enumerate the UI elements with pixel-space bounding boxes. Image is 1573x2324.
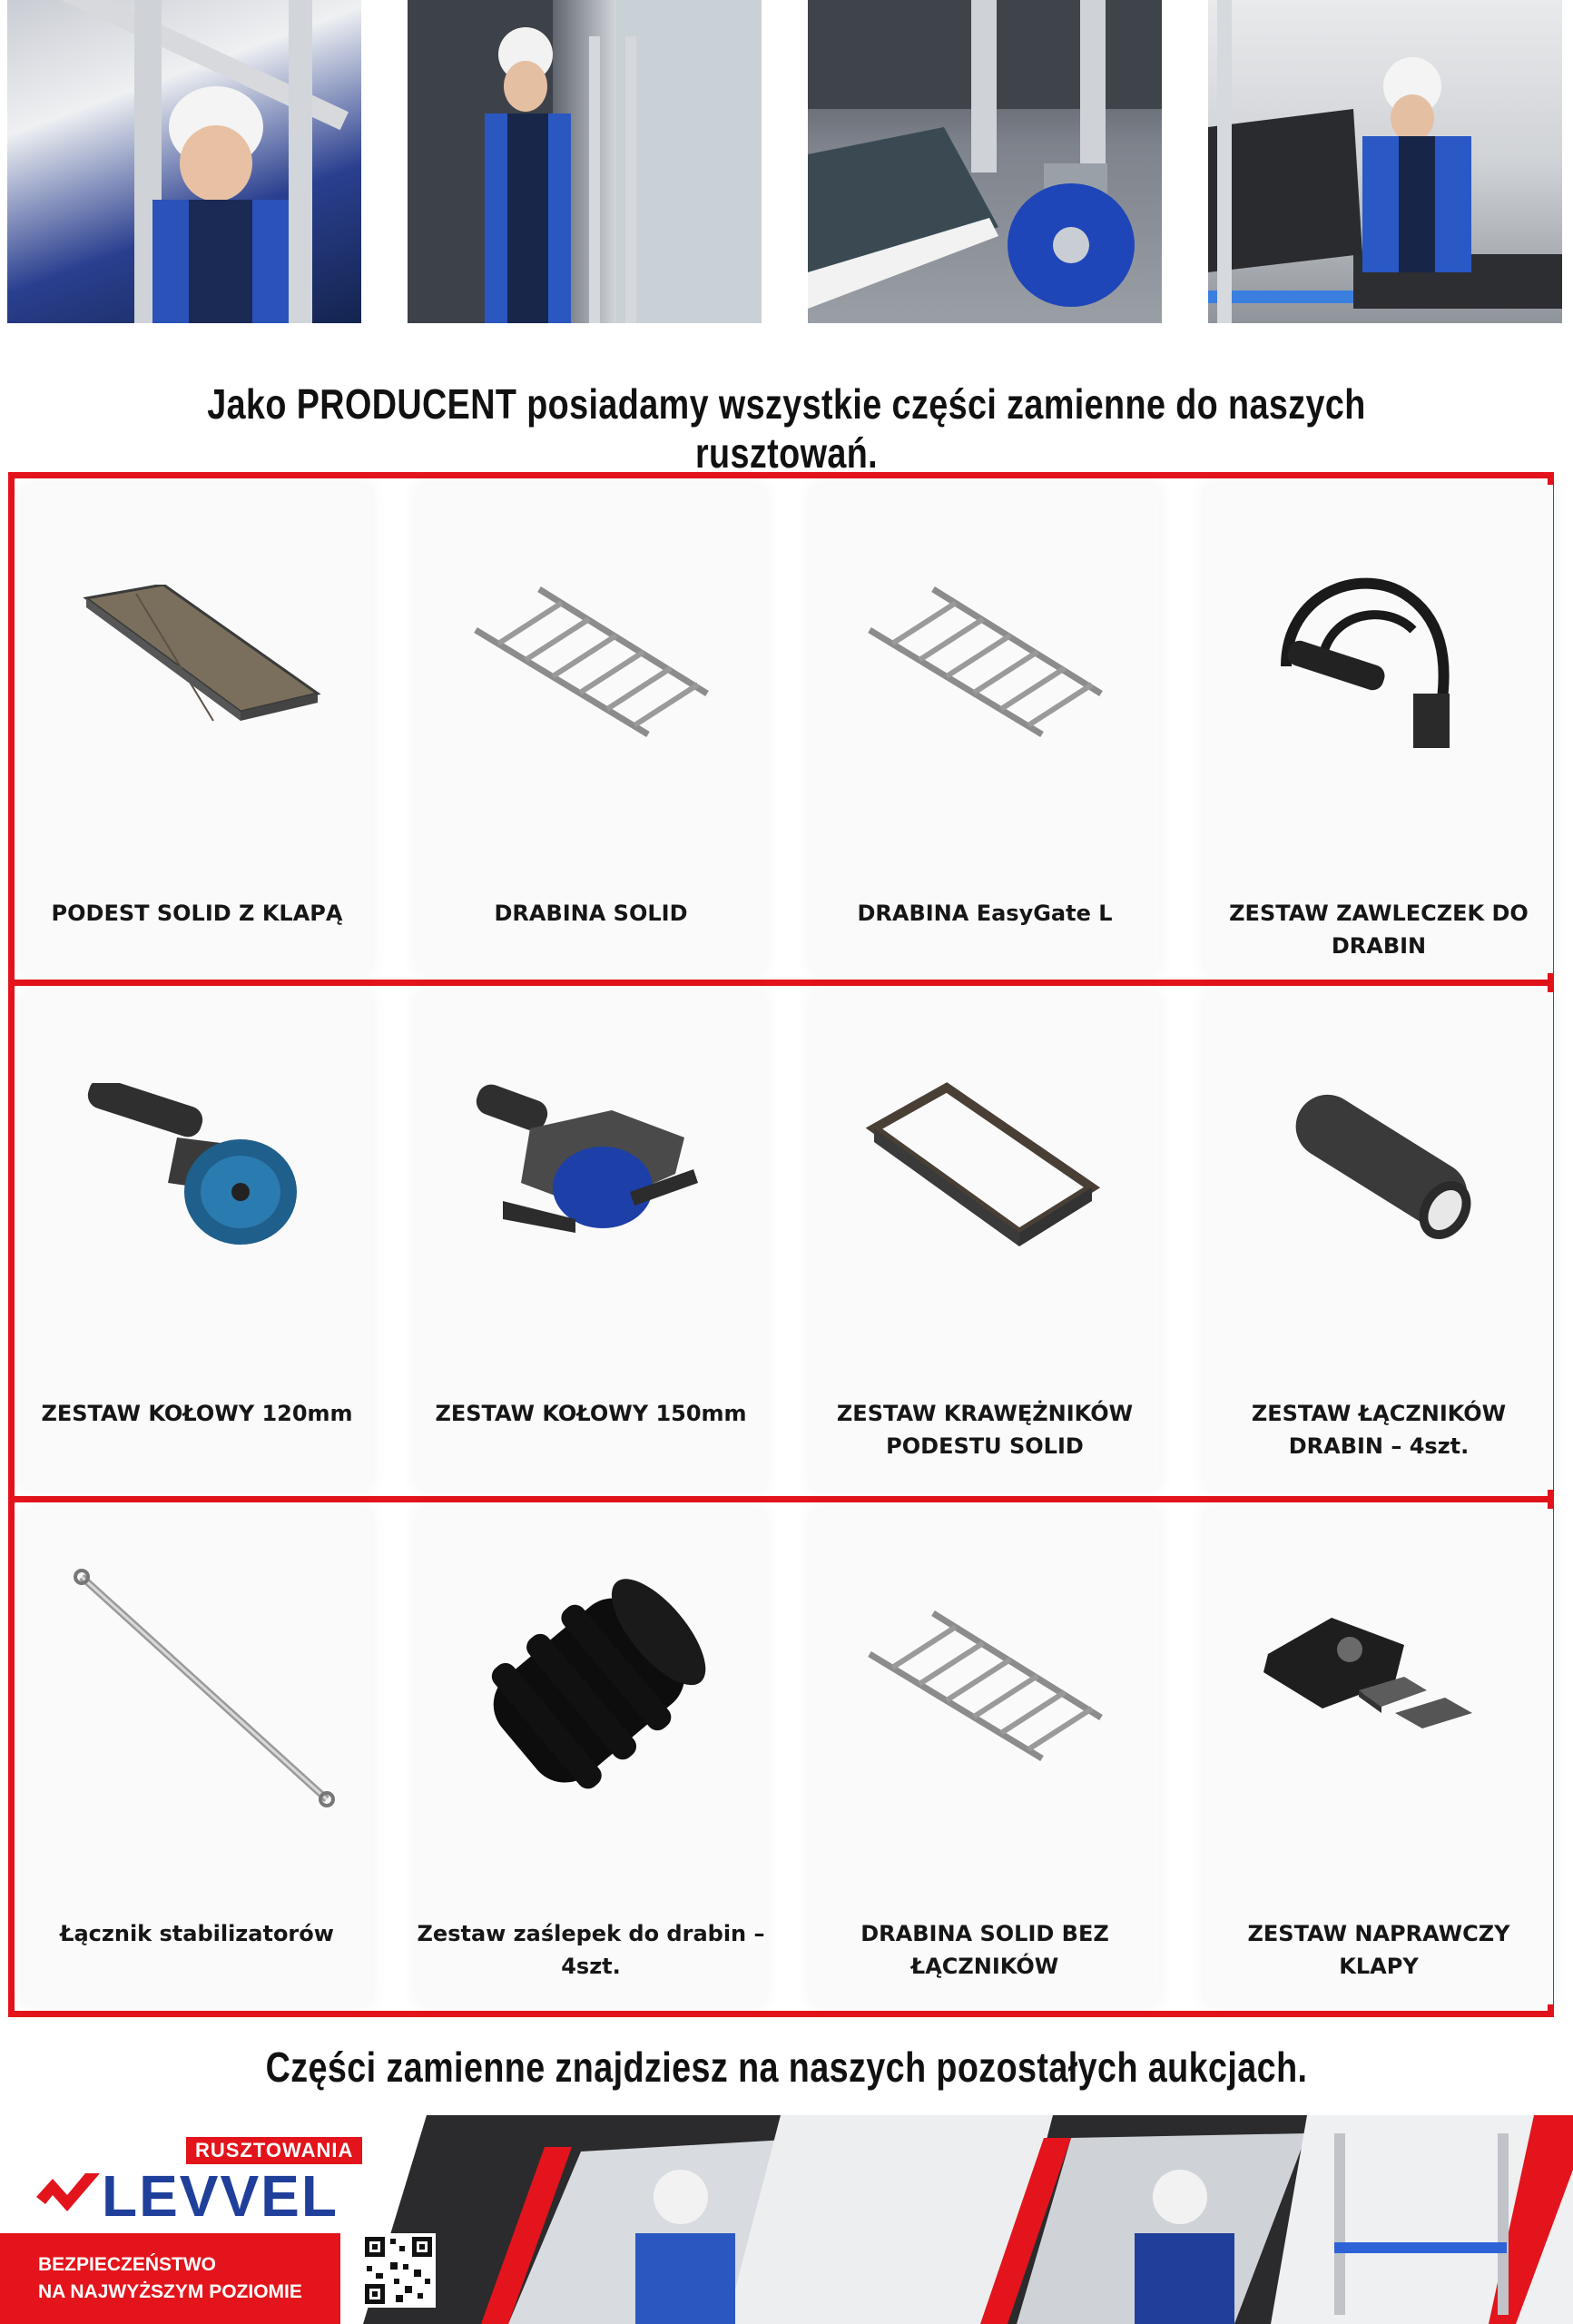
tube-connector-icon: [1268, 1074, 1486, 1256]
headline-other-auctions: Części zamienne znajdziesz na naszych pozostałych aukcjach.: [265, 2043, 1308, 2091]
slogan-line-2: NA NAJWYŻSZYM POZIOMIE: [38, 2281, 302, 2302]
product-label: DRABINA SOLID: [494, 901, 688, 926]
stabilizer-bar-icon: [68, 1563, 340, 1817]
product-card[interactable]: [417, 485, 765, 973]
product-card[interactable]: [1204, 485, 1553, 973]
headline-producent: Jako PRODUCENT posiadamy wszystkie części zamienne do naszych rusztowań.: [207, 380, 1366, 477]
castor-wheel-icon: [467, 1083, 712, 1246]
brand-banner: [0, 2115, 1573, 2324]
product-card[interactable]: [417, 992, 765, 1490]
ladder-icon: [467, 585, 712, 748]
castor-wheel-icon: [77, 1083, 322, 1246]
pin-clip-icon: [1268, 557, 1486, 766]
product-label: DRABINA EasyGate L: [857, 901, 1113, 926]
product-label: Zestaw zaślepek do drabin – 4szt.: [417, 1921, 765, 1979]
brand-slogan: [38, 2251, 302, 2306]
photo-worker-on-scaffold: [7, 0, 361, 323]
product-card[interactable]: [23, 485, 371, 973]
end-cap-icon: [467, 1563, 712, 1817]
product-label: Łącznik stabilizatorów: [60, 1921, 334, 1946]
product-card[interactable]: [417, 1509, 765, 2004]
product-label: ZESTAW KRAWĘŻNIKÓW PODESTU SOLID: [836, 1401, 1134, 1459]
product-label: DRABINA SOLID BEZ ŁĄCZNIKÓW: [860, 1921, 1109, 1979]
product-card[interactable]: [1204, 992, 1553, 1490]
photo-worker-with-ladder: [408, 0, 762, 323]
brand-name: LEVVEL: [102, 2163, 339, 2229]
photo-castor-wheel-brake: [808, 0, 1162, 323]
platform-icon: [77, 585, 322, 730]
slogan-line-1: BEZPIECZEŃSTWO: [38, 2254, 217, 2275]
ladder-icon: [860, 1609, 1106, 1772]
product-card[interactable]: [23, 992, 371, 1490]
qr-code-icon[interactable]: [361, 2233, 436, 2308]
brand-logo-icon: [36, 2170, 102, 2213]
product-card[interactable]: [23, 1509, 371, 2004]
ladder-icon: [860, 585, 1106, 748]
toe-board-frame-icon: [865, 1078, 1101, 1260]
product-label: ZESTAW ŁĄCZNIKÓW DRABIN – 4szt.: [1251, 1401, 1507, 1459]
product-card[interactable]: [811, 992, 1159, 1490]
product-card[interactable]: [1204, 1509, 1553, 2004]
product-label: ZESTAW ZAWLECZEK DO DRABIN: [1229, 901, 1529, 959]
brand-tag: RUSZTOWANIA: [186, 2137, 362, 2164]
product-label: ZESTAW KOŁOWY 150mm: [435, 1401, 747, 1426]
product-label: ZESTAW NAPRAWCZY KLAPY: [1247, 1921, 1510, 1979]
hatch-repair-kit-icon: [1259, 1600, 1495, 1763]
product-card[interactable]: [811, 485, 1159, 973]
product-card[interactable]: [811, 1509, 1159, 2004]
product-label: ZESTAW KOŁOWY 120mm: [41, 1401, 353, 1426]
product-label: PODEST SOLID Z KLAPĄ: [51, 901, 343, 926]
photo-worker-with-platform: [1208, 0, 1562, 323]
